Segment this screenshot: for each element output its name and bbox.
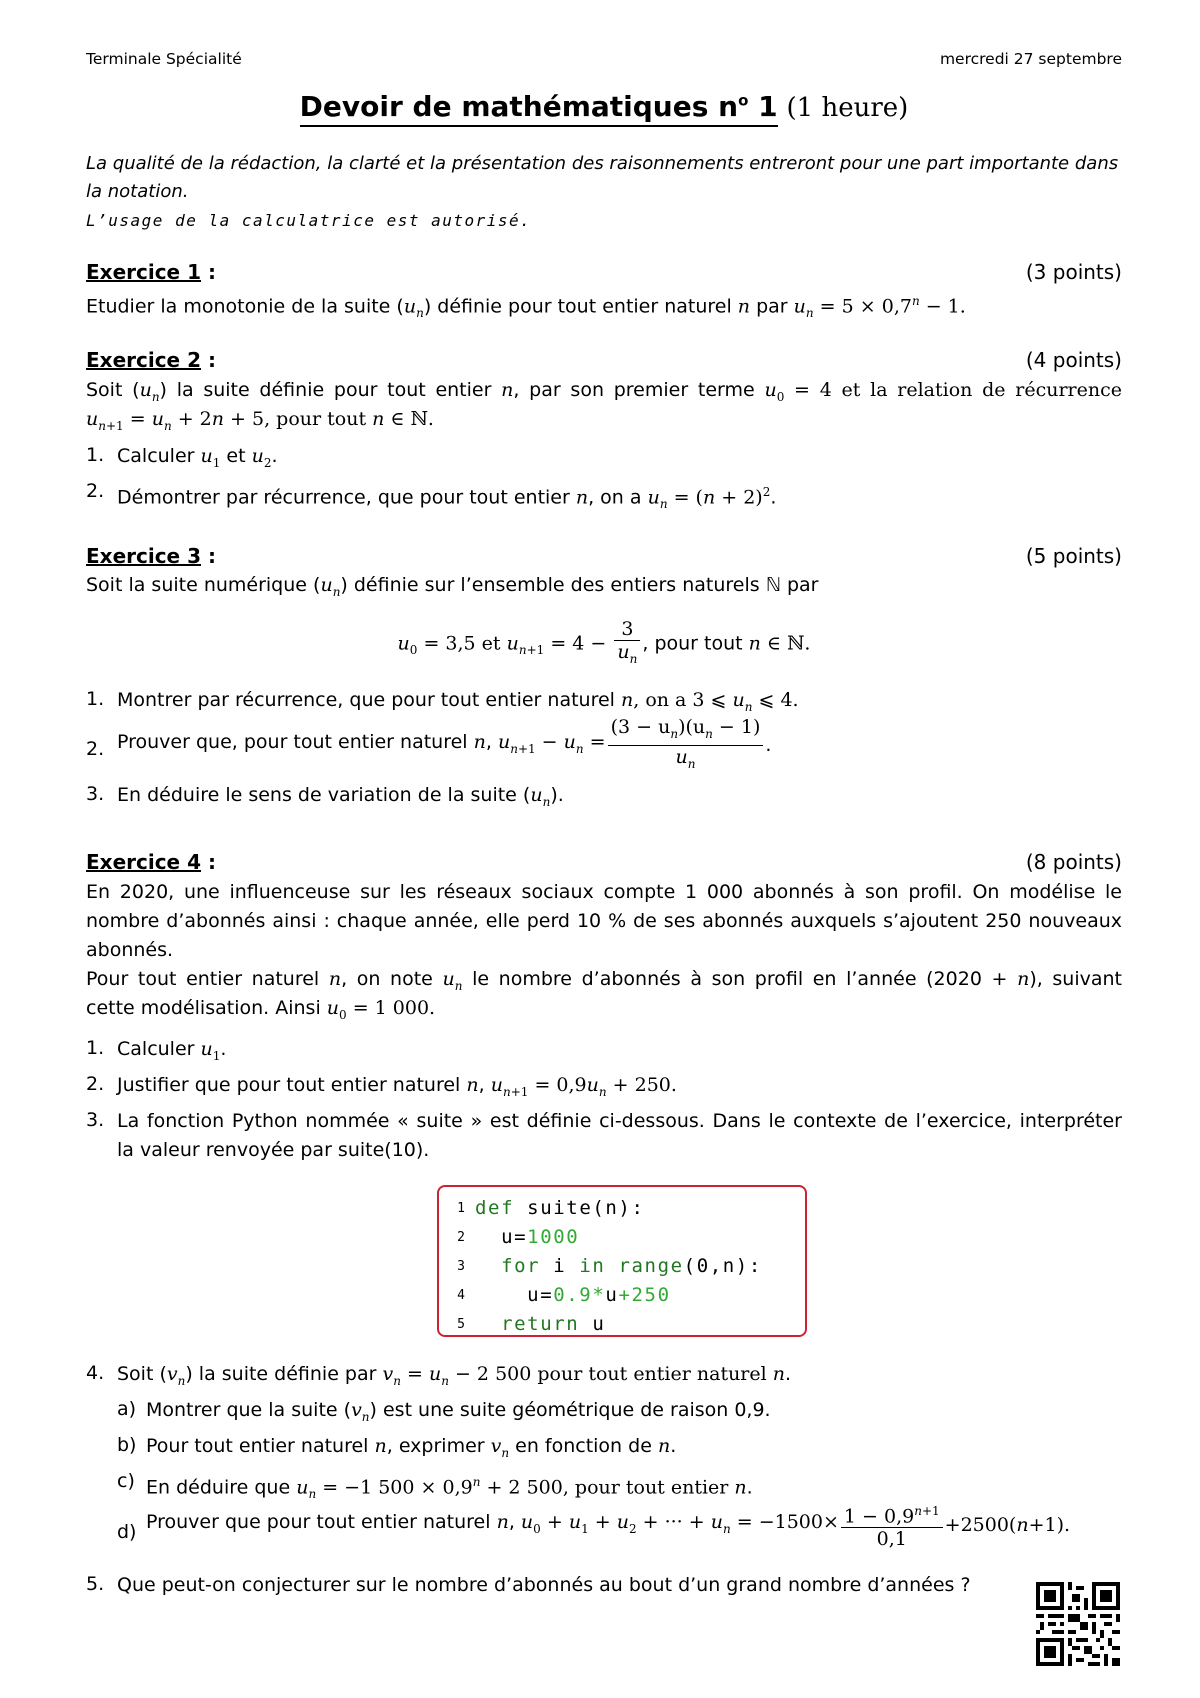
ex2-q2-num: 2. (86, 480, 105, 502)
ex4-q4c-num: c) (117, 1470, 135, 1492)
ex4-q4d-num: d) (117, 1521, 137, 1543)
ex2-points: (4 points) (1025, 348, 1122, 372)
ex3-q2: Prouver que, pour tout entier naturel n, $u_{n+1} - u_n$ = $\frac{(3 - u_n)(u_n - 1)}{u_n}$ . (117, 716, 771, 775)
ex2-header: Exercice 2 : (4 points) (86, 348, 1122, 372)
ex4-p5: cette modélisation. Ainsi $u_0 = 1$ 000. (86, 997, 436, 1022)
ex1-text: Etudier la monotonie de la suite $(u_n)$ définie pour tout entier naturel n par $u_n = 5 \times 0,7^n - 1$. (86, 294, 966, 321)
header-right: mercredi 27 septembre (939, 50, 1122, 68)
ex2-line-1: Soit $(u_n)$ la suite définie pour tout entier n, par son premier terme $u_0 = 4$ et la relation de récurrence (86, 379, 1122, 404)
intro-line-2: la notation. (86, 181, 189, 202)
ex4-q3-line-2: la valeur renvoyée par suite(10). (117, 1139, 430, 1161)
ex4-q4b-num: b) (117, 1434, 137, 1456)
header-left: Terminale Spécialité (86, 50, 242, 68)
ex4-p2: nombre d’abonnés ainsi : chaque année, elle perd 10 % de ses abonnés auxquels s’ajoutent 250 nouveaux (86, 910, 1122, 932)
ex2-title: Exercice 2 (86, 348, 201, 372)
ex4-q2-num: 2. (86, 1073, 105, 1095)
code-line-number: 4 (457, 1288, 465, 1303)
ex4-q4a-num: a) (117, 1398, 137, 1420)
ex3-line-1: Soit la suite numérique $(u_n)$ définie sur l’ensemble des entiers naturels ℕ par (86, 574, 819, 599)
ex3-points: (5 points) (1025, 544, 1122, 568)
code-line-5: return u (501, 1313, 606, 1335)
ex2-q2: Démontrer par récurrence, que pour tout entier n, on a $u_n = (n + 2)^2$. (117, 485, 777, 512)
ex4-p4: Pour tout entier naturel n, on note $u_n$ le nombre d’abonnés à son profil en l’année (2020 + n), suivant (86, 968, 1123, 993)
ex4-points: (8 points) (1025, 850, 1122, 874)
code-line-number: 3 (457, 1259, 465, 1274)
code-line-2: u=1000 (501, 1226, 580, 1248)
ex4-q4c: En déduire que $u_n = -1$ $500 \times 0,9^n + 2$ 500, pour tout entier n. (146, 1475, 753, 1502)
ex4-p1: En 2020, une influenceuse sur les réseaux sociaux compte 1 000 abonnés à son profil. On modélise le (86, 881, 1122, 903)
ex4-q3-num: 3. (86, 1109, 105, 1131)
ex3-q3: En déduire le sens de variation de la suite $(u_n)$. (117, 784, 564, 809)
ex3-q1: Montrer par récurrence, que pour tout entier naturel n, on a 3 ⩽ $u_n$ ⩽ 4. (117, 689, 799, 714)
ex3-definition: $u_0 = 3,5$ et $u_{n+1} = 4$ − $\frac{3}{u_n}$ , pour tout n ∈ ℕ. (86, 618, 1122, 670)
ex2-q1-num: 1. (86, 444, 105, 466)
ex3-header: Exercice 3 : (5 points) (86, 544, 1122, 568)
page-title (86, 90, 1122, 123)
ex1-header: Exercice 1 : (3 points) (86, 260, 1122, 284)
ex4-q4b: Pour tout entier naturel n, exprimer $v_n$ en fonction de n. (146, 1435, 677, 1460)
python-code-block (437, 1185, 807, 1337)
ex2-q1: Calculer $u_1$ et $u_2$. (117, 445, 278, 470)
ex3-title: Exercice 3 (86, 544, 201, 568)
ex3-q3-num: 3. (86, 783, 105, 805)
ex3-q1-num: 1. (86, 688, 105, 710)
code-line-1: def suite(n): (475, 1197, 645, 1219)
ex4-p3: abonnés. (86, 939, 174, 961)
title-main: Devoir de mathématiques $n^o$ 1 (300, 90, 778, 127)
code-line-number: 1 (457, 1201, 465, 1216)
title-duration: (1 heure) (786, 93, 909, 123)
code-line-number: 5 (457, 1317, 465, 1332)
ex4-q5-num: 5. (86, 1573, 105, 1595)
ex4-title: Exercice 4 (86, 850, 201, 874)
ex1-points: (3 points) (1025, 260, 1122, 284)
ex4-q1: Calculer $u_1$. (117, 1038, 227, 1063)
ex2-line-2: $u_{n+1} = u_n + 2n + 5$, pour tout n ∈ ℕ. (86, 408, 434, 433)
qr-code (1036, 1582, 1120, 1666)
ex4-q1-num: 1. (86, 1037, 105, 1059)
ex4-q4d: Prouver que pour tout entier naturel n, $u_0 + u_1 + u_2$ + ··· + $u_n = -1500\times$ $\frac{1 - 0,9^{n+1}}{0,1}$ +2500(n+1). (146, 1504, 1071, 1551)
ex1-title: Exercice 1 (86, 260, 201, 284)
intro-line-1: La qualité de la rédaction, la clarté et la présentation des raisonnements entreront pour une part importante dans (86, 153, 1119, 174)
ex4-q4a: Montrer que la suite $(v_n)$ est une suite géométrique de raison 0,9. (146, 1399, 771, 1424)
ex4-q4: Soit $(v_n)$ la suite définie par $v_n = u_n - 2$ 500 pour tout entier naturel n. (117, 1363, 792, 1388)
ex4-q3-line-1: La fonction Python nommée « suite » est définie ci-dessous. Dans le contexte de l’exercice, interpréter (117, 1110, 1122, 1132)
ex4-header: Exercice 4 : (8 points) (86, 850, 1122, 874)
code-line-number: 2 (457, 1230, 465, 1245)
ex4-q4-num: 4. (86, 1362, 105, 1384)
ex3-q2-num: 2. (86, 738, 105, 760)
ex4-q2: Justifier que pour tout entier naturel n, $u_{n+1} = 0,9u_n + 250$. (117, 1074, 677, 1099)
code-line-3: for i in range(0,n): (501, 1255, 762, 1277)
code-line-4: u=0.9*u+250 (527, 1284, 671, 1306)
ex4-q5: Que peut-on conjecturer sur le nombre d’abonnés au bout d’un grand nombre d’années ? (117, 1574, 971, 1596)
document-page (86, 0, 1122, 1698)
intro-calc: L’usage de la calculatrice est autorisé. (86, 211, 532, 230)
